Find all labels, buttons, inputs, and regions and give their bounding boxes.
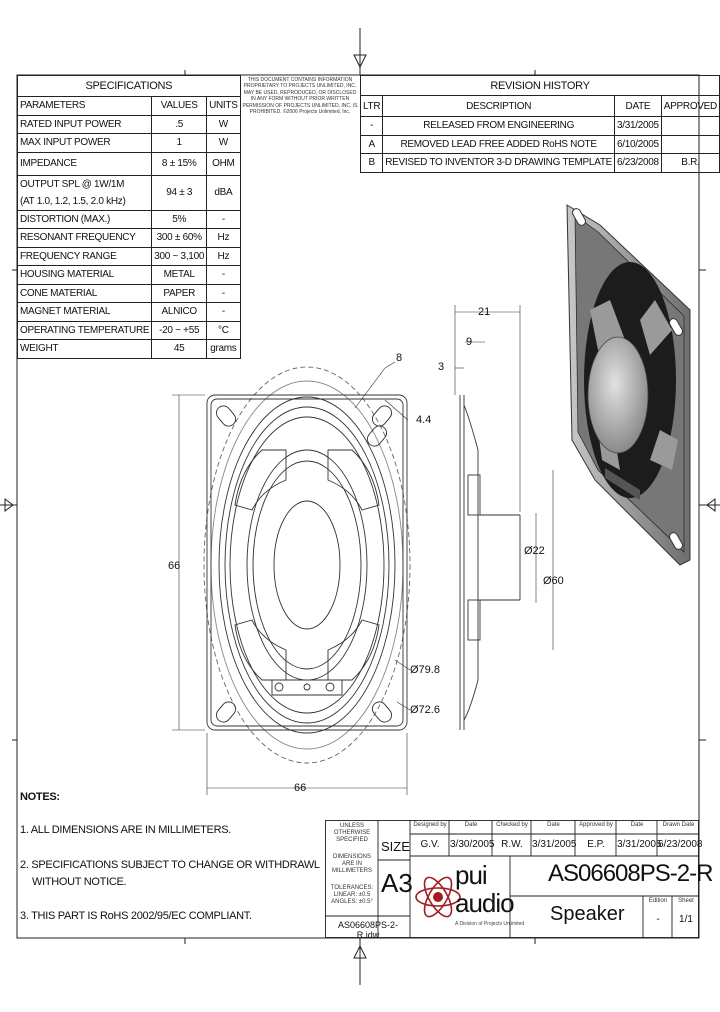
- spec-value: 94 ± 3: [152, 175, 207, 210]
- dim-hole-dia: 4.4: [416, 414, 432, 426]
- spec-unit: Hz: [207, 229, 241, 248]
- dim-magnet-dia: Ø22: [524, 545, 545, 557]
- column-header: LTR: [361, 96, 383, 117]
- tolerance-line: LINEAR: ±0.5: [333, 892, 371, 898]
- drawing-description: Speaker: [550, 903, 625, 925]
- spec-unit: W: [207, 115, 241, 134]
- spec-unit: OHM: [207, 152, 241, 175]
- spec-unit: dBA: [207, 175, 241, 210]
- tolerance-line: SPECIFIED: [336, 837, 368, 843]
- tb-header: Approved by: [579, 822, 613, 828]
- spec-value: -20 ~ +55: [152, 321, 207, 340]
- spec-param-line1: OUTPUT SPL @ 1W/1M: [20, 178, 125, 190]
- rev-ltr: -: [361, 117, 383, 136]
- rev-approved: [661, 117, 719, 136]
- spec-value: 45: [152, 340, 207, 359]
- spec-param: CONE MATERIAL: [18, 284, 152, 303]
- spec-param: WEIGHT: [18, 340, 152, 359]
- spec-unit: W: [207, 134, 241, 153]
- rev-desc: RELEASED FROM ENGINEERING: [383, 117, 615, 136]
- dim-outer-dia: Ø79.8: [410, 664, 440, 676]
- revision-history-title: REVISION HISTORY: [361, 76, 720, 96]
- dim-height: 66: [168, 560, 181, 572]
- spec-param: FREQUENCY RANGE: [18, 247, 152, 266]
- tb-value: R.W.: [501, 839, 523, 850]
- spec-param: DISTORTION (MAX.): [18, 210, 152, 229]
- spec-param-line2: (AT 1.0, 1.2, 1.5, 2.0 kHz): [20, 195, 126, 207]
- tb-value: G.V.: [420, 839, 440, 850]
- speaker-front-view: [160, 340, 450, 800]
- specifications-table: [17, 75, 241, 359]
- spec-unit: -: [207, 284, 241, 303]
- sheet-label: Sheet: [678, 898, 694, 904]
- dim-hole-spacing: 8: [396, 352, 403, 364]
- spec-param: [18, 175, 152, 210]
- sheet-value: 1/1: [679, 914, 693, 925]
- spec-value: 300 ± 60%: [152, 229, 207, 248]
- spec-unit: °C: [207, 321, 241, 340]
- proprietary-notice: THIS DOCUMENT CONTAINS INFORMATION PROPRIETARY TO PROJECTS UNLIMITED, INC. MAY BE USED, REPRODUCED, OR DISCLOSED IN ANY FORM WITHOUT PRIOR WRITTEN PERMISSION OF PROJECTS UNLIMITED, INC. IS PROHIBITED. ©2006 Projects Unlimited, Inc.: [242, 77, 358, 116]
- spec-param: MAGNET MATERIAL: [18, 303, 152, 322]
- spec-param: RATED INPUT POWER: [18, 115, 152, 134]
- tb-header: Date: [547, 822, 560, 828]
- tolerance-line: TOLERANCES:: [330, 885, 374, 891]
- speaker-side-view: [430, 300, 570, 750]
- spec-param: RESONANT FREQUENCY: [18, 229, 152, 248]
- dim-cone-dia: Ø60: [543, 575, 564, 587]
- notes-title: NOTES:: [20, 791, 60, 803]
- edition-value: -: [656, 914, 660, 925]
- tb-header: Designed by: [413, 822, 447, 828]
- column-header: UNITS: [207, 97, 241, 116]
- spec-unit: -: [207, 266, 241, 285]
- spec-value: .5: [152, 115, 207, 134]
- tb-value: 6/23/2008: [658, 839, 703, 850]
- tolerance-line: DIMENSIONS ARE IN: [332, 854, 371, 867]
- tb-header: Date: [630, 822, 644, 828]
- spec-unit: grams: [207, 340, 241, 359]
- tolerance-line: UNLESS OTHERWISE: [333, 823, 371, 836]
- spec-unit: Hz: [207, 247, 241, 266]
- speaker-3d-render: [560, 190, 698, 570]
- spec-value: PAPER: [152, 284, 207, 303]
- rev-date: 3/31/2005: [615, 117, 662, 136]
- dim-flange: 3: [438, 361, 445, 373]
- note-item: 2. SPECIFICATIONS SUBJECT TO CHANGE OR WITHDRAWL: [20, 859, 320, 871]
- note-item: WITHOUT NOTICE.: [32, 876, 127, 888]
- tb-header: Date: [464, 822, 478, 828]
- logo-tagline: A Division of Projects Unlimited: [455, 921, 525, 927]
- spec-param: HOUSING MATERIAL: [18, 266, 152, 285]
- tb-header: Drawn Date: [662, 822, 695, 828]
- note-item: 3. THIS PART IS RoHS 2002/95/EC COMPLIANT.: [20, 910, 252, 922]
- rev-ltr: A: [361, 135, 383, 154]
- specifications-title: SPECIFICATIONS: [18, 76, 241, 97]
- file-name: AS06608PS-2-R.idw: [337, 920, 399, 940]
- column-header: APPROVED: [661, 96, 719, 117]
- tolerance-block: [327, 823, 377, 906]
- rev-desc: REVISED TO INVENTOR 3-D DRAWING TEMPLATE: [383, 154, 615, 173]
- rev-date: 6/10/2005: [615, 135, 662, 154]
- size-label: SIZE: [381, 839, 410, 854]
- note-item: 1. ALL DIMENSIONS ARE IN MILLIMETERS.: [20, 824, 232, 836]
- part-number: AS06608PS-2-R: [548, 860, 713, 887]
- spec-value: METAL: [152, 266, 207, 285]
- rev-approved: B.R.: [661, 154, 719, 173]
- tb-value: 3/31/2005: [617, 839, 662, 850]
- tb-value: 3/30/2005: [450, 839, 495, 850]
- spec-value: ALNICO: [152, 303, 207, 322]
- logo-audio: audio: [455, 888, 514, 918]
- column-header: DESCRIPTION: [383, 96, 615, 117]
- spec-param: OPERATING TEMPERATURE: [18, 321, 152, 340]
- rev-desc: REMOVED LEAD FREE ADDED RoHS NOTE: [383, 135, 615, 154]
- column-header: PARAMETERS: [18, 97, 152, 116]
- dim-width: 66: [294, 782, 307, 794]
- tolerance-line: ANGLES: ±0.5°: [331, 899, 373, 905]
- rev-ltr: B: [361, 154, 383, 173]
- column-header: VALUES: [152, 97, 207, 116]
- spec-param: IMPEDANCE: [18, 152, 152, 175]
- tb-header: Checked by: [496, 822, 528, 828]
- rev-approved: [661, 135, 719, 154]
- size-value: A3: [381, 868, 413, 898]
- column-header: DATE: [615, 96, 662, 117]
- spec-value: 5%: [152, 210, 207, 229]
- dim-depth: 21: [478, 306, 491, 318]
- spec-value: 1: [152, 134, 207, 153]
- dim-inner-dia: Ø72.6: [410, 704, 440, 716]
- spec-value: 300 ~ 3,100: [152, 247, 207, 266]
- edition-label: Edition: [648, 898, 668, 904]
- spec-unit: -: [207, 303, 241, 322]
- spec-param: MAX INPUT POWER: [18, 134, 152, 153]
- tb-value: 3/31/2005: [532, 839, 577, 850]
- spec-unit: -: [207, 210, 241, 229]
- revision-history-table: [360, 75, 720, 173]
- tb-value: E.P.: [587, 839, 605, 850]
- tolerance-line: MILLIMETERS: [331, 868, 372, 874]
- spec-value: 8 ± 15%: [152, 152, 207, 175]
- dim-rim-depth: 9: [466, 336, 473, 348]
- logo-pui: pui: [455, 860, 487, 890]
- rev-date: 6/23/2008: [615, 154, 662, 173]
